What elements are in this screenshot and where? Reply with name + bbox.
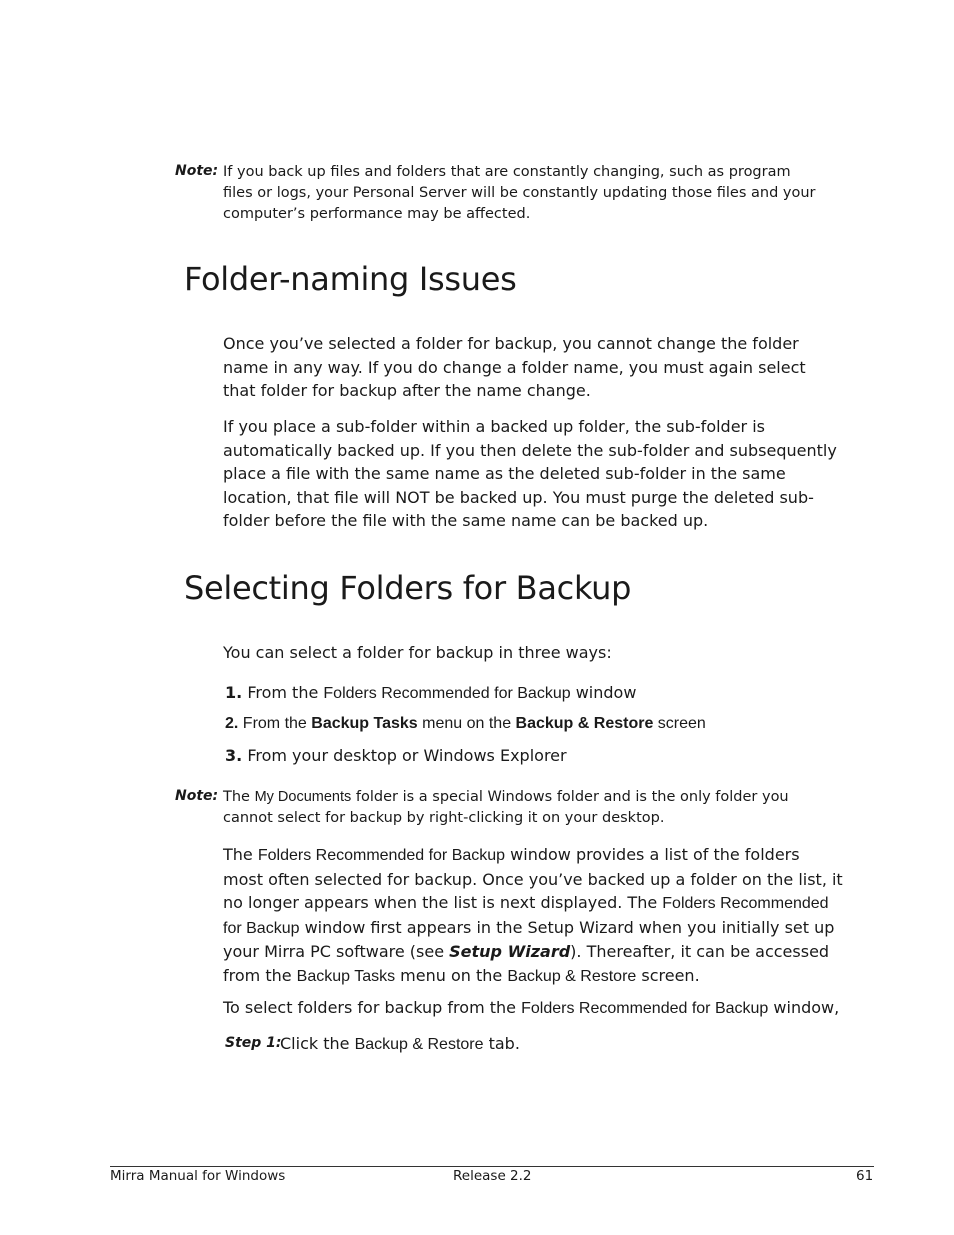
- page-number: 61: [856, 1168, 874, 1184]
- footer-manual-title: Mirra Manual for Windows: [110, 1168, 286, 1184]
- list-text: menu on the: [417, 715, 516, 732]
- step-1-text: [280, 1032, 840, 1057]
- ui-term-my-documents: My Documents: [254, 789, 352, 805]
- list-number: 2.: [225, 715, 239, 732]
- text: screen.: [636, 965, 700, 985]
- section-heading-selecting-folders: Selecting Folders for Backup: [184, 569, 632, 607]
- paragraph-select-folders: [223, 996, 863, 1021]
- note-label: Note:: [175, 788, 219, 804]
- text: window,: [768, 998, 840, 1017]
- list-item-1: [225, 682, 636, 705]
- note-text: If you back up files and folders that are constantly changing, such as program files or logs, your Personal Server will be constantly updating those files and your computer’s performance may be affected.: [223, 164, 816, 222]
- ui-term-folders-recommended: Folders Recommended for Backup: [223, 895, 829, 937]
- list-item-3: [225, 745, 567, 767]
- list-text: window: [570, 683, 637, 702]
- ui-term-backup-restore: Backup & Restore: [507, 967, 637, 985]
- text: window provides a list of the folders most often selected for backup. Once you’ve backed up a folder on the list, it no longer appears when the list is next displayed. The: [223, 845, 843, 912]
- note-label: Note:: [175, 163, 219, 179]
- text: menu on the: [395, 965, 508, 985]
- text: To select folders for backup from the: [223, 998, 522, 1017]
- step-label: Step 1:: [225, 1035, 282, 1051]
- list-text: From the: [242, 715, 312, 732]
- list-item-2: [225, 713, 706, 735]
- ui-term-folders-recommended: Folders Recommended for Backup: [521, 1000, 769, 1017]
- text: Click the: [280, 1034, 355, 1053]
- paragraph-folders-recommended: [223, 843, 843, 988]
- text: tab.: [483, 1034, 520, 1053]
- text: The: [223, 845, 258, 864]
- paragraph-rename: Once you’ve selected a folder for backup, you cannot change the folder name in any way. If you do change a folder name, you must again select that folder for backup after the name change.: [223, 334, 806, 400]
- paragraph-subfolder: If you place a sub-folder within a backed up folder, the sub-folder is automatically backed up. If you then delete the sub-folder and subsequently place a file with the same name as the deleted sub-folder in the same location, that file will NOT be backed up. You must purge the deleted sub-folder before the file with the same name can be backed up.: [223, 417, 837, 530]
- text: window first appears in the Setup Wizard when you initially set up your Mirra PC software (see: [223, 917, 835, 961]
- cross-reference-setup-wizard[interactable]: Setup Wizard: [449, 942, 571, 961]
- ui-term-folders-recommended: Folders Recommended for Backup: [257, 847, 506, 864]
- list-number: 3.: [225, 746, 243, 765]
- ui-term-backup-tasks: Backup Tasks: [296, 967, 396, 985]
- ui-term-backup-tasks: Backup Tasks: [311, 715, 418, 732]
- note-text: The: [223, 789, 255, 805]
- list-text: From your desktop or Windows Explorer: [247, 746, 567, 765]
- list-text: From the: [247, 683, 324, 702]
- ui-term-folders-recommended: Folders Recommended for Backup: [323, 685, 571, 702]
- footer-divider: [110, 1166, 874, 1167]
- list-text: screen: [653, 715, 706, 732]
- ui-term-backup-restore: Backup & Restore: [354, 1036, 484, 1053]
- footer-release: Release 2.2: [453, 1168, 532, 1184]
- ui-term-backup-restore: Backup & Restore: [515, 715, 654, 732]
- section-heading-folder-naming: Folder-naming Issues: [184, 260, 517, 298]
- text: ). Thereafter, it can be accessed from the: [223, 942, 830, 985]
- list-number: 1.: [225, 683, 243, 702]
- paragraph-intro: You can select a folder for backup in three ways:: [223, 643, 612, 662]
- note-text: folder is a special Windows folder and is the only folder you cannot select for backup by right-clicking it on your desktop.: [223, 789, 789, 826]
- note-my-documents: [223, 787, 823, 829]
